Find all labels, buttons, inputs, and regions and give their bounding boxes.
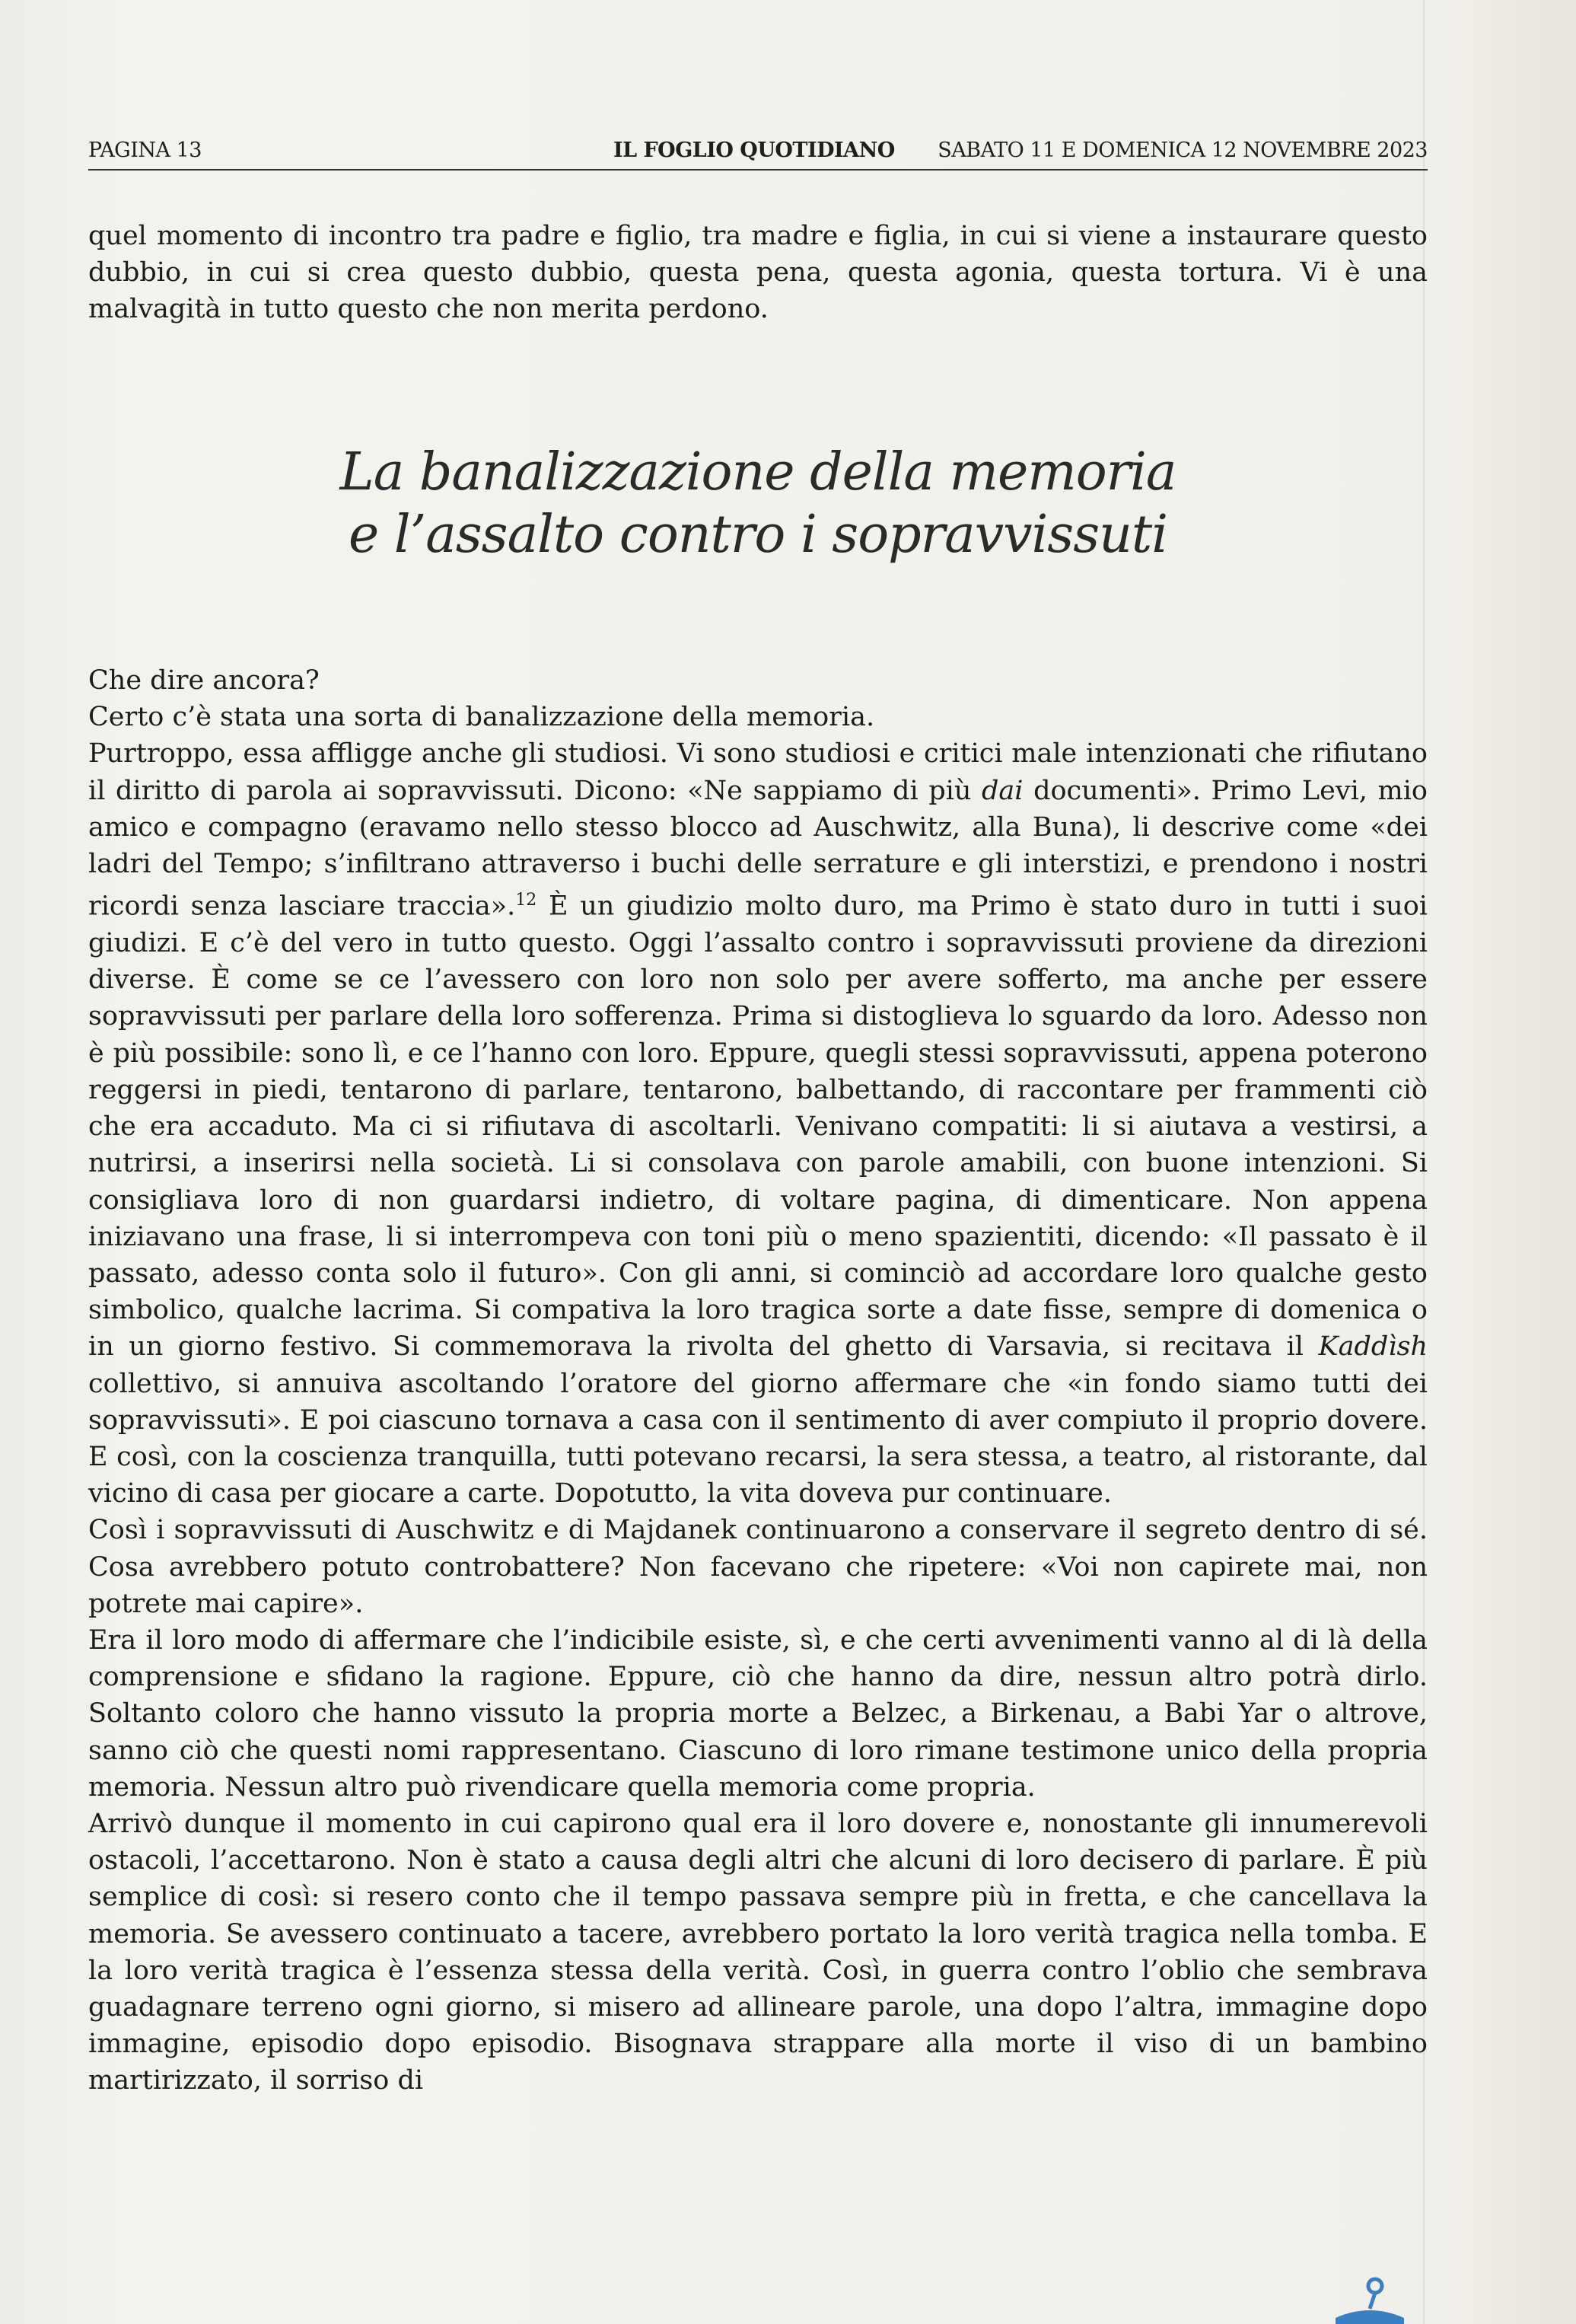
paragraph-4: Così i sopravvissuti di Auschwitz e di Majdanek continuarono a conservare il segreto dentro di sé. Cosa avrebbero potuto controbattere? Non facevano che ripetere: «Voi non capirete mai, non potrete mai capire». <box>88 1515 1428 1619</box>
title-line-2: e l’assalto contro i sopravvissuti <box>349 505 1167 565</box>
newspaper-name: IL FOGLIO QUOTIDIANO <box>613 139 895 162</box>
page-header <box>88 135 1428 171</box>
page-number: PAGINA 13 <box>88 139 202 162</box>
issue-date: SABATO 11 E DOMENICA 12 NOVEMBRE 2023 <box>938 139 1428 162</box>
paragraph-3 <box>88 735 1428 1512</box>
paragraph-5: Era il loro modo di affermare che l’indicibile esiste, sì, e che certi avvenimenti vanno al di là della comprensione e sfidano la ragione. Eppure, ciò che hanno da dire, nessun altro potrà dirlo. Soltanto coloro che hanno vissuto la propria morte a Belzec, a Birkenau, a Babi Yar o altrove, sanno ciò che questi nomi rappresentano. Ciascuno di loro rimane testimone unico della propria memoria. Nessun altro può rivendicare quella memoria come propria. <box>88 1624 1428 1803</box>
paragraph-3-kaddish: Kaddìsh <box>1318 1331 1428 1363</box>
paragraph-3-part-c: È un giudizio molto duro, ma Primo è stato duro in tutti i suoi giudizi. E c’è del vero in tutto questo. Oggi l’assalto contro i sopravvissuti proviene da direzioni diverse. È come se ce l’avessero con loro non solo per avere sofferto, ma anche per essere sopravvissuti per parlare della loro sofferenza. Prima si distoglieva lo sguardo da loro. Adesso non è più possibile: sono lì, e ce l’hanno con loro. Eppure, quegli stessi sopravvissuti, appena poterono reggersi in piedi, tentarono di parlare, tentarono, balbettando, di raccontare per frammenti ciò che era accaduto. Ma ci si rifiutava di ascoltarli. Venivano compatiti: li si aiutava a vestirsi, a nutrirsi, a inserirsi nella società. Li si consolava con parole amabili, con buone intenzioni. Si consigliava loro di non guardarsi indietro, di voltare pagina, di dimenticare. Non appena iniziavano una frase, li si interrompeva con toni più o meno spazientiti, dicendo: «Il passato è il passato, adesso conta solo il futuro». Con gli anni, si cominciò ad accordare loro qualche gesto simbolico, qualche lacrima. Si compativa la loro tragica sorte a date fisse, sempre di domenica o in un giorno festivo. Si commemorava la rivolta del ghetto di Varsavia, si recitava il <box>88 891 1428 1363</box>
paragraph-3-part-b: documenti». Primo Levi, mio amico e compagno (eravamo nello stesso blocco ad Auschwitz, alla Buna), li descrive come «dei ladri del Tempo; s’infiltrano attraverso i buchi delle serrature e gli interstizi, e prendono i nostri ricordi senza lasciare traccia». <box>88 775 1428 922</box>
article-body <box>88 662 1428 2099</box>
paragraph-6: Arrivò dunque il momento in cui capirono qual era il loro dovere e, nonostante gli innumerevoli ostacoli, l’accettarono. Non è stato a causa degli altri che alcuni di loro decisero di parlare. È più semplice di così: si resero conto che il tempo passava sempre più in fretta, e che cancellava la memoria. Se avessero continuato a tacere, avrebbero portato la loro verità tragica nella tomba. E la loro verità tragica è l’essenza stessa della verità. Così, in guerra contro l’oblio che sembrava guadagnare terreno ogni giorno, si misero ad allineare parole, una dopo l’altra, immagine dopo immagine, episodio dopo episodio. Bisognava strappare alla morte il viso di un bambino martirizzato, il sorriso di <box>88 1808 1428 2096</box>
paragraph-3-emphasis: dai <box>982 775 1024 806</box>
paragraph-1: Che dire ancora? <box>88 665 320 696</box>
section-title <box>88 442 1428 566</box>
title-line-1: La banalizzazione della memoria <box>339 442 1176 502</box>
footnote-marker: 12 <box>515 891 537 910</box>
paragraph-3-part-a: Purtroppo, essa affligge anche gli studiosi. Vi sono studiosi e critici male intenzionati che rifiutano il diritto di parola ai sopravvissuti. Dicono: «Ne sappiamo di più <box>88 738 1428 806</box>
paragraph-2: Certo c’è stata una sorta di banalizzazione della memoria. <box>88 702 875 733</box>
publisher-logo-icon <box>1328 2272 1412 2324</box>
intro-text: quel momento di incontro tra padre e figlio, tra madre e figlia, in cui si viene a instaurare questo dubbio, in cui si crea questo dubbio, questa pena, questa agonia, questa tortura. Vi è una malvagità in tutto questo che non merita perdono. <box>88 221 1428 325</box>
paragraph-3-part-d: collettivo, si annuiva ascoltando l’oratore del giorno affermare che «in fondo siamo tutti dei sopravvissuti». E poi ciascuno tornava a casa con il sentimento di aver compiuto il proprio dovere. E così, con la coscienza tranquilla, tutti potevano recarsi, la sera stessa, a teatro, al ristorante, dal vicino di casa per giocare a carte. Dopotutto, la vita doveva pur continuare. <box>88 1368 1428 1509</box>
intro-paragraph <box>88 218 1428 328</box>
